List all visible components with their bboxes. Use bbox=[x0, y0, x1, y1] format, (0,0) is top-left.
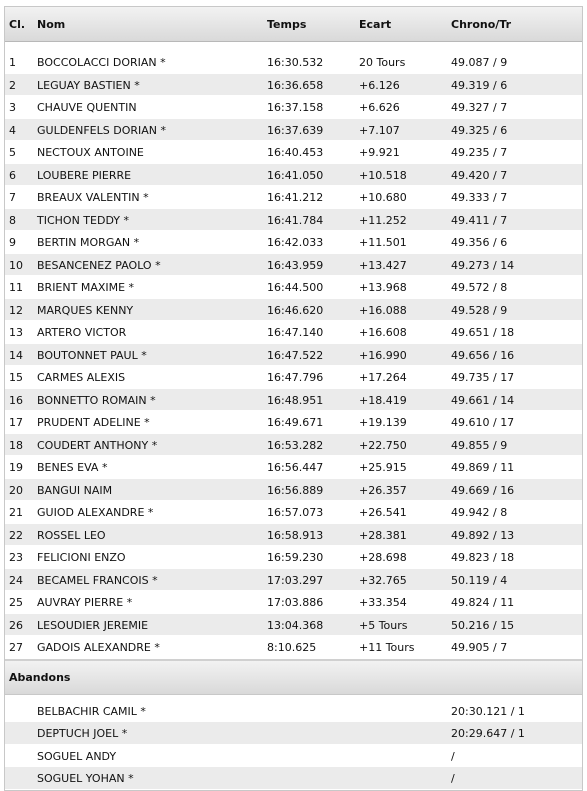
cell-cl: 26 bbox=[9, 618, 23, 632]
cell-ecart: +11.501 bbox=[359, 236, 407, 249]
table-row bbox=[5, 636, 582, 659]
abandons-header bbox=[5, 661, 582, 695]
cell-temps: 16:47.796 bbox=[267, 371, 324, 384]
cell-ecart: +18.419 bbox=[359, 393, 407, 407]
cell-cl: 11 bbox=[9, 281, 23, 294]
table-row bbox=[5, 74, 582, 97]
cell-cl: 6 bbox=[9, 168, 16, 182]
cell-ecart: +11 Tours bbox=[359, 641, 415, 654]
abandon-row bbox=[5, 767, 582, 790]
cell-nom: GUIOD ALEXANDRE * bbox=[37, 506, 154, 519]
cell-ecart: +6.126 bbox=[359, 78, 400, 92]
table-row bbox=[5, 524, 582, 547]
cell-nom: AUVRAY PIERRE * bbox=[37, 596, 133, 609]
header-ecart: Ecart bbox=[359, 18, 392, 31]
abandon-row bbox=[5, 722, 582, 745]
cell-temps: 16:58.913 bbox=[267, 528, 324, 542]
cell-temps: 16:42.033 bbox=[267, 236, 324, 249]
cell-temps: 16:53.282 bbox=[267, 438, 324, 452]
cell-nom: BESANCENEZ PAOLO * bbox=[37, 258, 161, 272]
cell-chrono: 49.572 / 8 bbox=[451, 281, 508, 294]
cell-chrono: 49.942 / 8 bbox=[451, 506, 508, 519]
cell-ecart: +25.915 bbox=[359, 461, 407, 474]
cell-ecart: +5 Tours bbox=[359, 618, 408, 632]
cell-temps: 16:41.784 bbox=[267, 213, 324, 227]
cell-cl: 7 bbox=[9, 191, 16, 204]
cell-nom: CHAUVE QUENTIN bbox=[37, 101, 137, 114]
abandons-title: Abandons bbox=[9, 670, 71, 684]
cell-nom: FELICIONI ENZO bbox=[37, 551, 126, 564]
table-row bbox=[5, 186, 582, 209]
cell-chrono: 49.087 / 9 bbox=[451, 56, 508, 69]
table-header bbox=[5, 6, 582, 42]
cell-ecart: +10.680 bbox=[359, 191, 407, 204]
cell-temps: 16:41.050 bbox=[267, 168, 324, 182]
abandon-row bbox=[5, 700, 582, 723]
cell-cl: 25 bbox=[9, 596, 23, 609]
cell-temps: 16:57.073 bbox=[267, 506, 324, 519]
table-row bbox=[5, 366, 582, 389]
cell-chrono: 20:29.647 / 1 bbox=[451, 727, 525, 740]
cell-nom: BOCCOLACCI DORIAN * bbox=[37, 56, 166, 69]
cell-chrono: 49.528 / 9 bbox=[451, 303, 508, 317]
cell-ecart: +16.990 bbox=[359, 348, 407, 362]
table-row bbox=[5, 164, 582, 187]
cell-nom: DEPTUCH JOEL * bbox=[37, 727, 128, 740]
cell-chrono: / bbox=[451, 772, 455, 785]
cell-nom: LEGUAY BASTIEN * bbox=[37, 78, 140, 92]
cell-temps: 8:10.625 bbox=[267, 641, 317, 654]
cell-temps: 16:56.889 bbox=[267, 483, 324, 497]
cell-temps: 16:48.951 bbox=[267, 393, 324, 407]
cell-cl: 19 bbox=[9, 461, 23, 474]
cell-nom: BERTIN MORGAN * bbox=[37, 236, 140, 249]
table-row bbox=[5, 456, 582, 479]
cell-ecart: +9.921 bbox=[359, 146, 400, 159]
cell-chrono: 49.656 / 16 bbox=[451, 348, 515, 362]
cell-ecart: +26.541 bbox=[359, 506, 407, 519]
cell-nom: BONNETTO ROMAIN * bbox=[37, 393, 156, 407]
cell-chrono: 49.420 / 7 bbox=[451, 168, 508, 182]
cell-ecart: 20 Tours bbox=[359, 56, 406, 69]
cell-chrono: 50.216 / 15 bbox=[451, 618, 515, 632]
cell-ecart: +33.354 bbox=[359, 596, 407, 609]
table-row bbox=[5, 389, 582, 412]
cell-temps: 16:41.212 bbox=[267, 191, 324, 204]
cell-nom: SOGUEL ANDY bbox=[37, 749, 117, 763]
cell-cl: 15 bbox=[9, 371, 23, 384]
cell-nom: GULDENFELS DORIAN * bbox=[37, 123, 167, 137]
table-row bbox=[5, 569, 582, 592]
cell-nom: LESOUDIER JEREMIE bbox=[37, 618, 149, 632]
cell-chrono: 49.869 / 11 bbox=[451, 461, 515, 474]
header-spacer bbox=[5, 42, 582, 51]
cell-nom: MARQUES KENNY bbox=[37, 303, 134, 317]
cell-temps: 17:03.297 bbox=[267, 573, 324, 587]
cell-nom: BENES EVA * bbox=[37, 461, 108, 474]
cell-cl: 8 bbox=[9, 213, 16, 227]
cell-chrono: 49.333 / 7 bbox=[451, 191, 508, 204]
cell-chrono: 49.610 / 17 bbox=[451, 416, 515, 429]
cell-nom: PRUDENT ADELINE * bbox=[37, 416, 150, 429]
cell-cl: 16 bbox=[9, 393, 23, 407]
cell-chrono: 20:30.121 / 1 bbox=[451, 704, 525, 718]
cell-temps: 16:47.140 bbox=[267, 326, 324, 339]
table-row bbox=[5, 299, 582, 322]
cell-chrono: 49.356 / 6 bbox=[451, 236, 508, 249]
cell-chrono: 49.669 / 16 bbox=[451, 483, 515, 497]
results-body bbox=[5, 51, 582, 659]
table-row bbox=[5, 96, 582, 119]
cell-cl: 18 bbox=[9, 438, 23, 452]
cell-temps: 16:43.959 bbox=[267, 258, 324, 272]
table-row bbox=[5, 321, 582, 344]
cell-ecart: +6.626 bbox=[359, 101, 400, 114]
cell-chrono: / bbox=[451, 749, 455, 763]
cell-nom: CARMES ALEXIS bbox=[37, 371, 126, 384]
cell-temps: 16:56.447 bbox=[267, 461, 324, 474]
cell-nom: TICHON TEDDY * bbox=[37, 213, 130, 227]
cell-chrono: 49.735 / 17 bbox=[451, 371, 515, 384]
cell-nom: LOUBERE PIERRE bbox=[37, 168, 132, 182]
table-row bbox=[5, 51, 582, 74]
table-row bbox=[5, 209, 582, 232]
abandon-row bbox=[5, 745, 582, 768]
results-table bbox=[4, 6, 583, 791]
cell-ecart: +16.088 bbox=[359, 303, 407, 317]
cell-cl: 4 bbox=[9, 123, 16, 137]
table-row bbox=[5, 276, 582, 299]
cell-chrono: 49.855 / 9 bbox=[451, 438, 508, 452]
cell-cl: 1 bbox=[9, 56, 16, 69]
cell-cl: 9 bbox=[9, 236, 16, 249]
cell-cl: 20 bbox=[9, 483, 23, 497]
cell-temps: 16:49.671 bbox=[267, 416, 324, 429]
cell-chrono: 49.235 / 7 bbox=[451, 146, 508, 159]
cell-chrono: 49.319 / 6 bbox=[451, 78, 508, 92]
cell-nom: GADOIS ALEXANDRE * bbox=[37, 641, 160, 654]
cell-cl: 22 bbox=[9, 528, 23, 542]
cell-temps: 16:37.639 bbox=[267, 123, 324, 137]
cell-ecart: +16.608 bbox=[359, 326, 407, 339]
cell-nom: BOUTONNET PAUL * bbox=[37, 348, 147, 362]
cell-chrono: 49.327 / 7 bbox=[451, 101, 508, 114]
cell-temps: 16:36.658 bbox=[267, 78, 324, 92]
table-row bbox=[5, 411, 582, 434]
cell-nom: ROSSEL LEO bbox=[37, 528, 106, 542]
cell-temps: 17:03.886 bbox=[267, 596, 324, 609]
table-row bbox=[5, 479, 582, 502]
cell-ecart: +11.252 bbox=[359, 213, 407, 227]
table-row bbox=[5, 591, 582, 614]
table-row bbox=[5, 119, 582, 142]
cell-cl: 23 bbox=[9, 551, 23, 564]
cell-ecart: +26.357 bbox=[359, 483, 407, 497]
cell-cl: 14 bbox=[9, 348, 23, 362]
cell-temps: 16:44.500 bbox=[267, 281, 324, 294]
cell-temps: 16:47.522 bbox=[267, 348, 324, 362]
cell-nom: COUDERT ANTHONY * bbox=[37, 438, 158, 452]
cell-ecart: +32.765 bbox=[359, 573, 407, 587]
cell-temps: 16:37.158 bbox=[267, 101, 324, 114]
cell-cl: 2 bbox=[9, 78, 16, 92]
cell-cl: 17 bbox=[9, 416, 23, 429]
cell-chrono: 49.325 / 6 bbox=[451, 123, 508, 137]
cell-chrono: 49.823 / 18 bbox=[451, 551, 515, 564]
header-chrono: Chrono/Tr bbox=[451, 18, 512, 31]
cell-ecart: +17.264 bbox=[359, 371, 407, 384]
cell-temps: 16:40.453 bbox=[267, 146, 324, 159]
cell-nom: BANGUI NAIM bbox=[37, 483, 113, 497]
cell-temps: 13:04.368 bbox=[267, 618, 324, 632]
header-temps: Temps bbox=[267, 18, 307, 31]
cell-ecart: +22.750 bbox=[359, 438, 407, 452]
cell-nom: BREAUX VALENTIN * bbox=[37, 191, 149, 204]
cell-chrono: 49.273 / 14 bbox=[451, 258, 515, 272]
cell-nom: ARTERO VICTOR bbox=[37, 326, 127, 339]
abandons-body bbox=[5, 700, 582, 791]
cell-ecart: +10.518 bbox=[359, 168, 407, 182]
cell-temps: 16:59.230 bbox=[267, 551, 324, 564]
cell-nom: NECTOUX ANTOINE bbox=[37, 146, 144, 159]
table-row bbox=[5, 344, 582, 367]
header-nom: Nom bbox=[37, 18, 66, 31]
cell-chrono: 49.411 / 7 bbox=[451, 213, 508, 227]
cell-ecart: +28.381 bbox=[359, 528, 407, 542]
cell-chrono: 49.905 / 7 bbox=[451, 641, 508, 654]
cell-temps: 16:30.532 bbox=[267, 56, 324, 69]
cell-cl: 3 bbox=[9, 101, 16, 114]
cell-nom: SOGUEL YOHAN * bbox=[37, 772, 134, 785]
table-row bbox=[5, 501, 582, 524]
cell-chrono: 49.892 / 13 bbox=[451, 528, 515, 542]
cell-cl: 5 bbox=[9, 146, 16, 159]
table-row bbox=[5, 254, 582, 277]
cell-ecart: +28.698 bbox=[359, 551, 407, 564]
cell-cl: 12 bbox=[9, 303, 23, 317]
table-row bbox=[5, 546, 582, 569]
cell-chrono: 49.651 / 18 bbox=[451, 326, 515, 339]
table-row bbox=[5, 434, 582, 457]
cell-cl: 21 bbox=[9, 506, 23, 519]
header-cl: Cl. bbox=[9, 18, 26, 31]
cell-cl: 27 bbox=[9, 641, 23, 654]
cell-chrono: 49.661 / 14 bbox=[451, 393, 515, 407]
cell-ecart: +13.427 bbox=[359, 258, 407, 272]
cell-cl: 13 bbox=[9, 326, 23, 339]
cell-temps: 16:46.620 bbox=[267, 303, 324, 317]
cell-chrono: 50.119 / 4 bbox=[451, 573, 508, 587]
cell-nom: BECAMEL FRANCOIS * bbox=[37, 573, 158, 587]
cell-nom: BRIENT MAXIME * bbox=[37, 281, 135, 294]
cell-nom: BELBACHIR CAMIL * bbox=[37, 704, 146, 718]
table-row bbox=[5, 231, 582, 254]
cell-ecart: +19.139 bbox=[359, 416, 407, 429]
cell-cl: 10 bbox=[9, 258, 23, 272]
table-row bbox=[5, 614, 582, 637]
cell-ecart: +7.107 bbox=[359, 123, 400, 137]
cell-chrono: 49.824 / 11 bbox=[451, 596, 515, 609]
cell-cl: 24 bbox=[9, 573, 23, 587]
table-row bbox=[5, 141, 582, 164]
cell-ecart: +13.968 bbox=[359, 281, 407, 294]
